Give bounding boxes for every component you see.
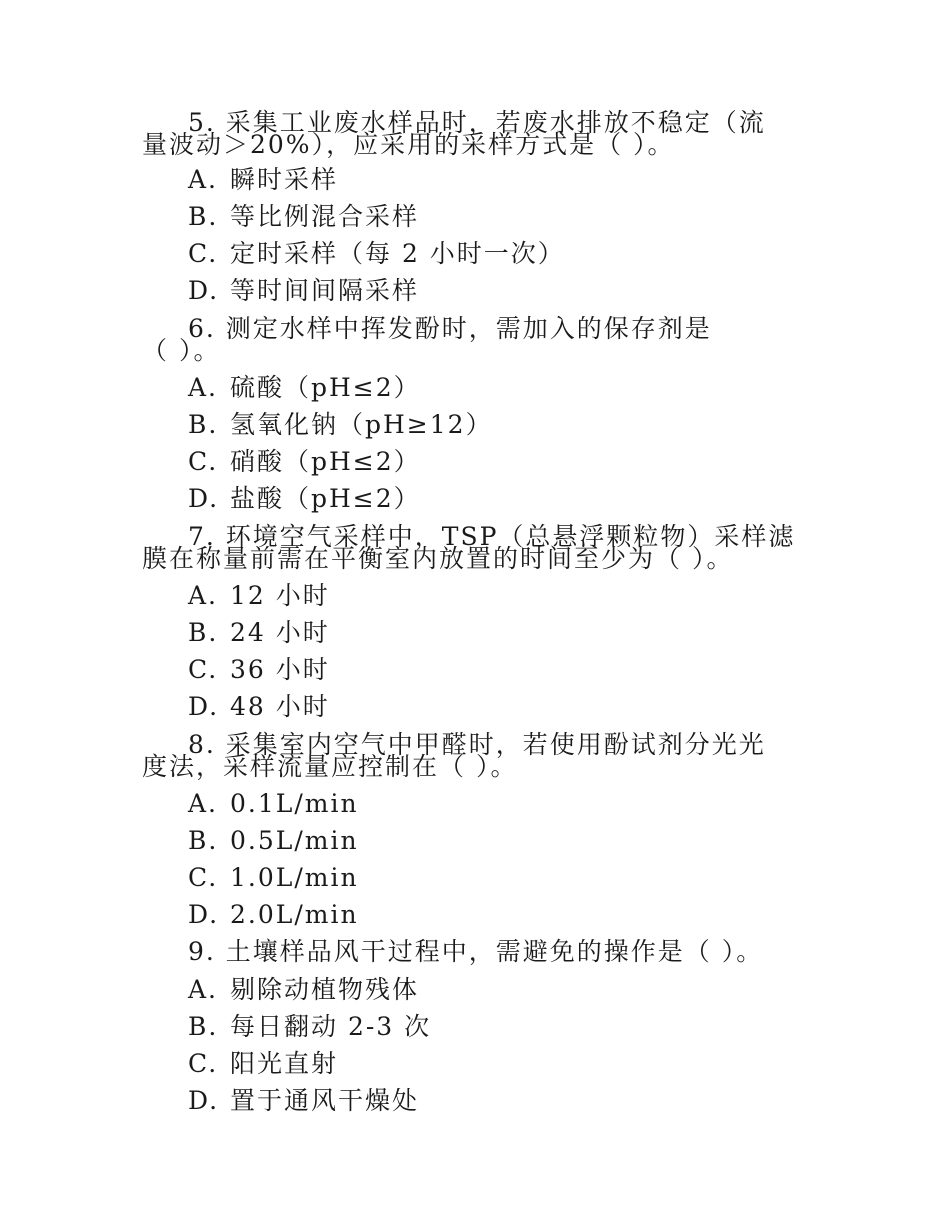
question-9-option-b <box>188 1014 431 1039</box>
question-9-line-1: 9. 土壤样品风干过程中，需避免的操作是（ ）。 <box>188 937 764 966</box>
option-text: 每日翻动 2-3 次 <box>230 1012 432 1041</box>
question-8-stem <box>142 732 822 779</box>
option-text: 1.0L/min <box>230 863 359 892</box>
question-8-line-1: 8. 采集室内空气中甲醛时，若使用酚试剂分光光 <box>188 730 766 759</box>
option-key: A. <box>188 581 219 610</box>
option-text: 48 小时 <box>230 692 330 721</box>
option-key: B. <box>188 618 219 647</box>
option-key: D. <box>188 276 220 305</box>
option-key: D. <box>188 692 220 721</box>
question-9-option-d <box>188 1088 419 1113</box>
question-7-option-a <box>188 583 330 608</box>
option-text: 2.0L/min <box>230 900 359 929</box>
question-6-stem <box>142 316 822 363</box>
question-5-option-d <box>188 278 419 303</box>
question-7-line-1: 7. 环境空气采样中，TSP（总悬浮颗粒物）采样滤 <box>188 522 796 551</box>
option-key: C. <box>188 239 219 268</box>
question-6-option-c <box>188 449 421 474</box>
option-text: 定时采样（每 2 小时一次） <box>230 239 565 268</box>
option-text: 0.5L/min <box>230 826 359 855</box>
question-8-option-c <box>188 865 359 890</box>
question-5-line-2: 量波动＞20%），应采用的采样方式是（ ）。 <box>142 130 675 159</box>
option-key: B. <box>188 1012 219 1041</box>
question-6-line-1: 6. 测定水样中挥发酚时，需加入的保存剂是 <box>188 314 712 343</box>
question-6-option-a <box>188 375 421 400</box>
option-text: 剔除动植物残体 <box>230 975 420 1004</box>
question-6-line-2: （ ）。 <box>142 336 221 365</box>
option-text: 等比例混合采样 <box>230 202 420 231</box>
option-key: C. <box>188 447 219 476</box>
question-9-option-c <box>188 1051 338 1076</box>
option-text: 24 小时 <box>230 618 330 647</box>
option-text: 0.1L/min <box>230 789 359 818</box>
option-text: 等时间间隔采样 <box>230 276 420 305</box>
question-6-option-b <box>188 412 493 437</box>
option-text: 氢氧化钠（pH≥12） <box>230 410 493 439</box>
question-8-line-2: 度法，采样流量应控制在（ ）。 <box>142 752 518 781</box>
option-text: 盐酸（pH≤2） <box>230 484 421 513</box>
option-key: C. <box>188 863 219 892</box>
option-text: 36 小时 <box>230 655 330 684</box>
option-key: B. <box>188 202 219 231</box>
question-8-option-a <box>188 791 359 816</box>
question-6-option-d <box>188 486 421 511</box>
option-text: 12 小时 <box>230 581 330 610</box>
question-7-option-d <box>188 694 330 719</box>
question-9-stem <box>142 939 822 964</box>
question-9-option-a <box>188 977 419 1002</box>
option-text: 置于通风干燥处 <box>230 1086 420 1115</box>
question-7-option-b <box>188 620 330 645</box>
question-5-option-c <box>188 241 565 266</box>
option-key: C. <box>188 655 219 684</box>
question-5-option-a <box>188 167 338 192</box>
option-key: A. <box>188 975 219 1004</box>
option-text: 阳光直射 <box>230 1049 339 1078</box>
option-text: 硝酸（pH≤2） <box>230 447 421 476</box>
option-key: A. <box>188 165 219 194</box>
option-key: A. <box>188 373 219 402</box>
option-key: B. <box>188 826 219 855</box>
option-key: D. <box>188 900 220 929</box>
question-8-option-d <box>188 902 359 927</box>
question-5-option-b <box>188 204 419 229</box>
option-key: B. <box>188 410 219 439</box>
option-key: C. <box>188 1049 219 1078</box>
option-key: D. <box>188 1086 220 1115</box>
option-key: A. <box>188 789 219 818</box>
option-text: 硫酸（pH≤2） <box>230 373 421 402</box>
option-key: D. <box>188 484 220 513</box>
question-8-option-b <box>188 828 359 853</box>
question-5-line-1: 5. 采集工业废水样品时，若废水排放不稳定（流 <box>188 108 766 137</box>
option-text: 瞬时采样 <box>230 165 339 194</box>
question-7-line-2: 膜在称量前需在平衡室内放置的时间至少为（ ）。 <box>142 544 734 573</box>
question-5-stem <box>142 110 822 157</box>
question-7-stem <box>142 524 822 571</box>
question-7-option-c <box>188 657 330 682</box>
